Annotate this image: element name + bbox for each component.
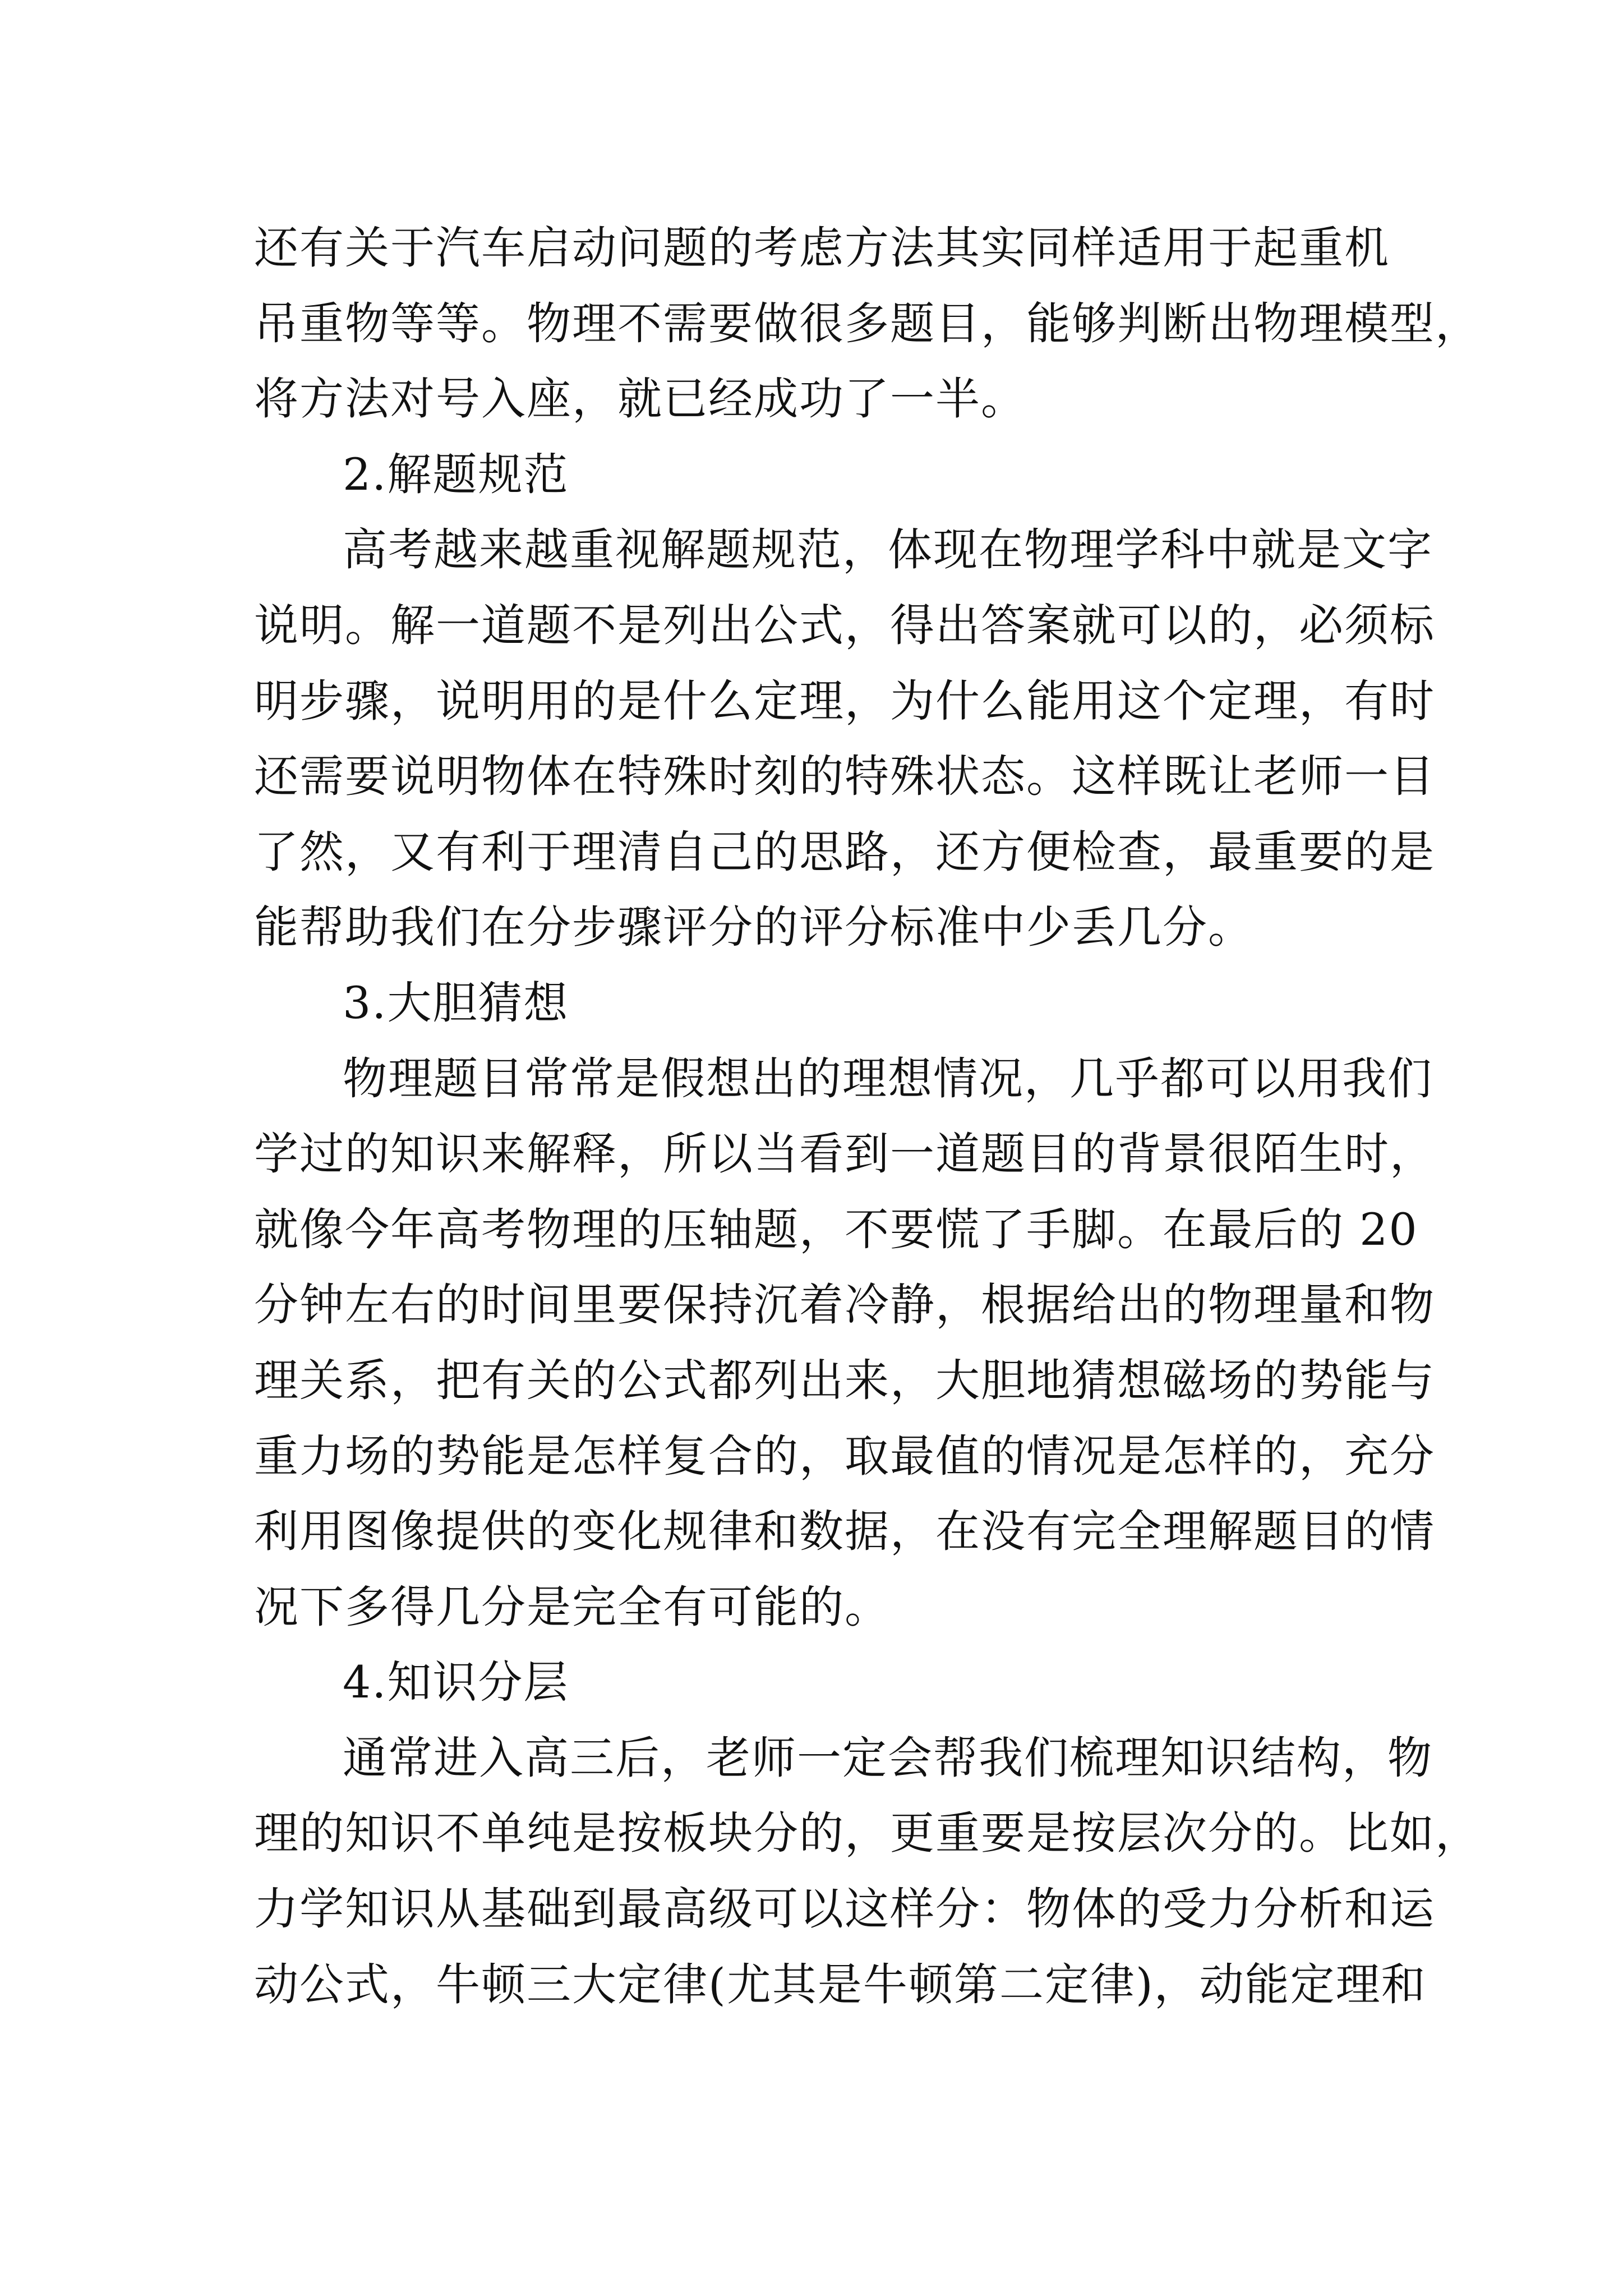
text-line: 学过的知识来解释，所以当看到一道题目的背景很陌生时， (254, 1128, 1435, 1180)
text-line: 能帮助我们在分步骤评分的评分标准中少丢几分。 (254, 901, 1253, 954)
text-line: 利用图像提供的变化规律和数据，在没有完全理解题目的情 (254, 1506, 1435, 1558)
text-line: 况下多得几分是完全有可能的。 (254, 1581, 890, 1633)
text-line: 高考越来越重视解题规范，体现在物理学科中就是文字 (343, 524, 1433, 576)
text-line: 重力场的势能是怎样复合的，取最值的情况是怎样的，充分 (254, 1430, 1435, 1482)
text-line: 还有关于汽车启动问题的考虑方法其实同样适用于起重机 (254, 222, 1390, 274)
text-line: 明步骤，说明用的是什么定理，为什么能用这个定理，有时 (254, 675, 1435, 727)
text-line: 还需要说明物体在特殊时刻的特殊状态。这样既让老师一目 (254, 751, 1435, 803)
section-heading: 4.知识分层 (343, 1657, 569, 1709)
text-line: 吊重物等等。物理不需要做很多题目，能够判断出物理模型， (254, 297, 1481, 349)
text-line: 力学知识从基础到最高级可以这样分：物体的受力分析和运 (254, 1883, 1435, 1935)
text-line: 动公式，牛顿三大定律(尤其是牛顿第二定律)，动能定理和 (254, 1958, 1427, 2010)
text-line: 理的知识不单纯是按板块分的，更重要是按层次分的。比如， (254, 1807, 1481, 1860)
text-line: 分钟左右的时间里要保持沉着冷静，根据给出的物理量和物 (254, 1279, 1435, 1331)
section-heading: 3.大胆猜想 (343, 977, 569, 1029)
text-line: 物理题目常常是假想出的理想情况，几乎都可以用我们 (343, 1052, 1433, 1105)
text-line: 就像今年高考物理的压轴题，不要慌了手脚。在最后的 20 (254, 1203, 1418, 1255)
text-line: 将方法对号入座，就已经成功了一半。 (254, 373, 1026, 425)
document-body (254, 210, 1481, 2022)
section-heading: 2.解题规范 (343, 448, 569, 500)
text-line: 说明。解一道题不是列出公式，得出答案就可以的，必须标 (254, 599, 1435, 651)
text-line: 理关系，把有关的公式都列出来，大胆地猜想磁场的势能与 (254, 1354, 1435, 1406)
text-line: 通常进入高三后，老师一定会帮我们梳理知识结构，物 (343, 1732, 1433, 1784)
text-line: 了然，又有利于理清自己的思路，还方便检查，最重要的是 (254, 826, 1435, 878)
